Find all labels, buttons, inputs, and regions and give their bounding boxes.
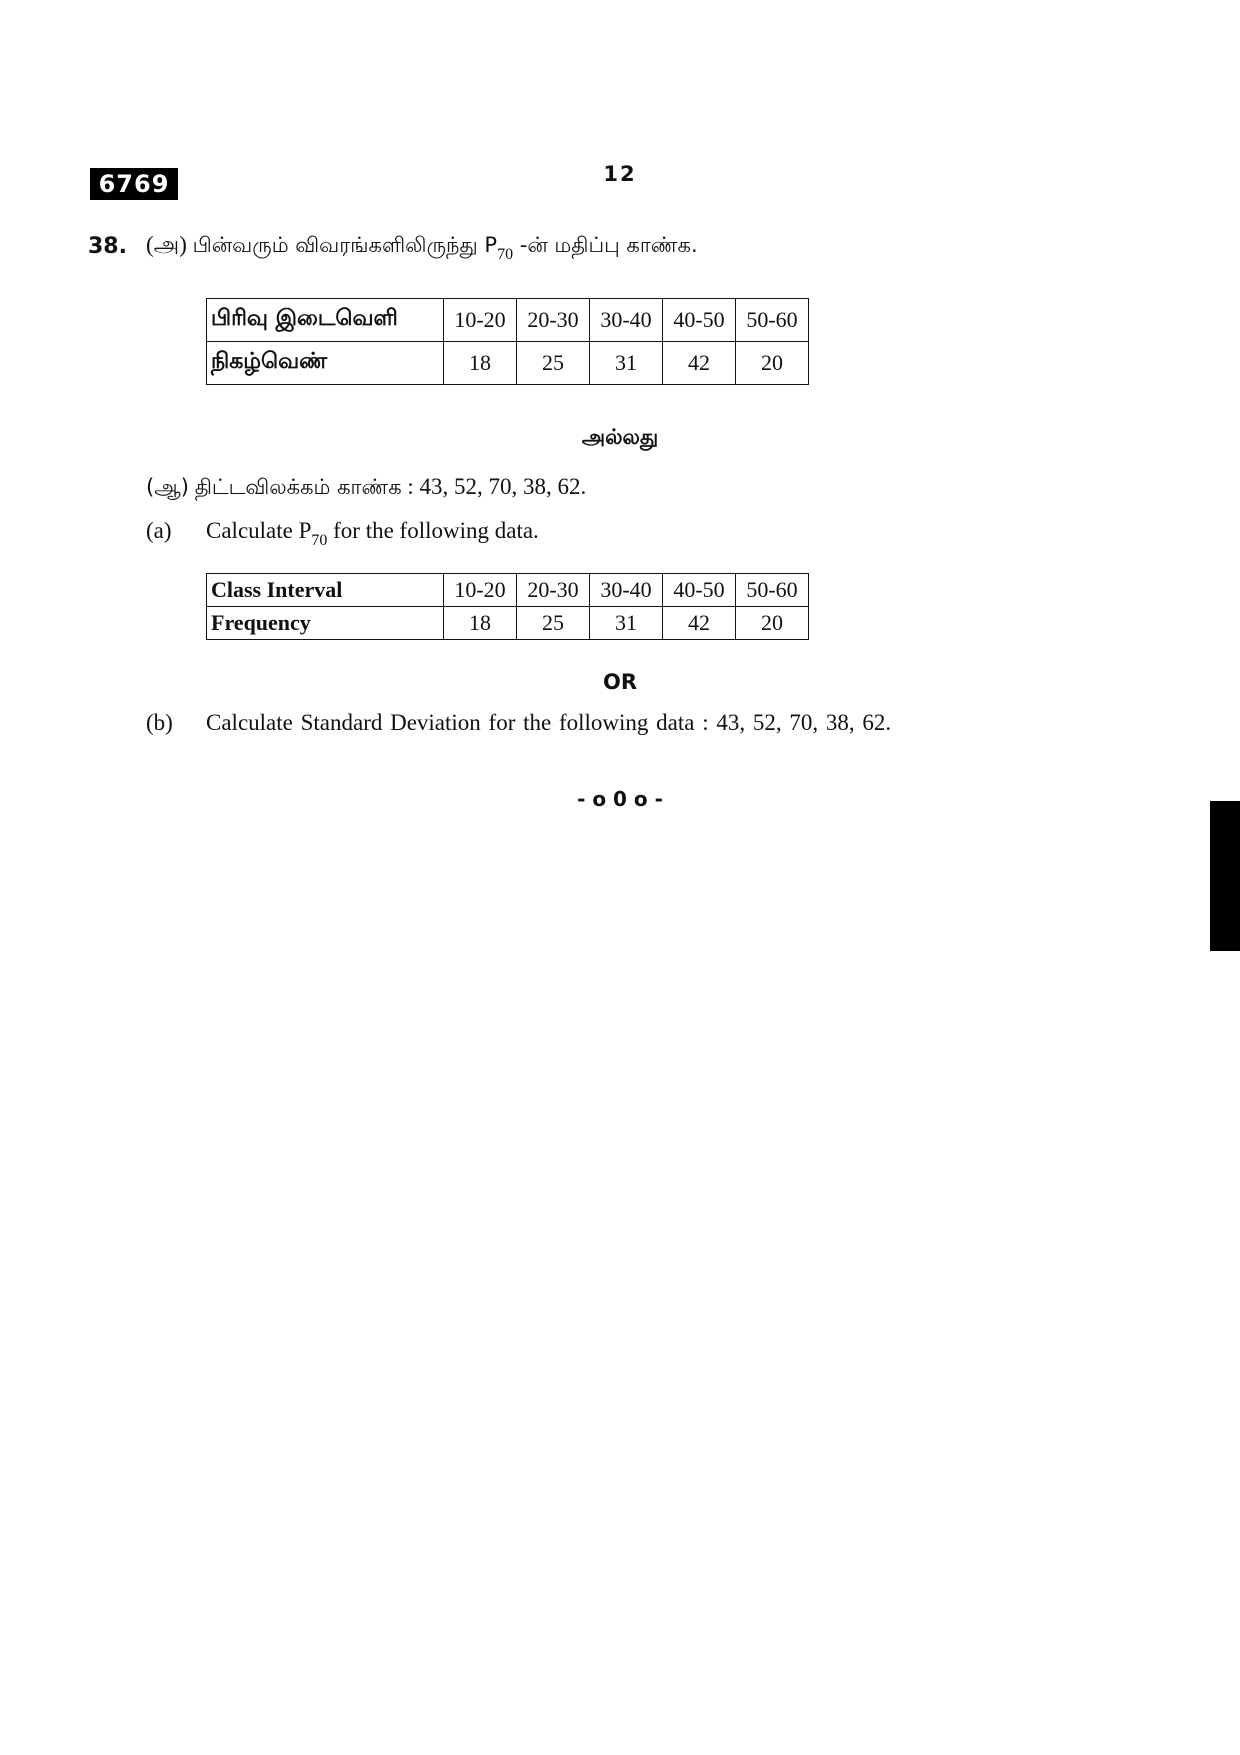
table-cell: 50-60 [736,299,809,342]
tamil-part-b-text: திட்டவிலக்கம் காண்க [194,475,402,499]
table-row [207,607,809,640]
english-part-b-text: Calculate Standard Deviation for the following data : 43, 52, 70, 38, 62. [206,710,892,735]
table-row-label: Class Interval [207,574,444,607]
english-part-a-text: Calculate P [206,518,312,543]
english-part-a-marker: (a) [146,518,172,543]
tamil-part-a-text-end: -ன் மதிப்பு காண்க. [513,233,698,257]
page-edge-tab [1210,801,1240,951]
tamil-part-a-marker: (அ) [146,232,187,257]
tamil-part-a-subscript: 70 [497,246,514,263]
english-part-a-subscript: 70 [311,532,328,549]
end-mark: - o 0 o - [577,787,663,811]
table-row [207,299,809,342]
english-part-b-marker: (b) [146,710,173,735]
table-cell: 30-40 [590,574,663,607]
table-cell: 20 [736,607,809,640]
table-row [207,342,809,385]
table-row-label: பிரிவு இடைவெளி [207,299,444,342]
page-number: 12 [603,162,637,186]
table-cell: 42 [663,607,736,640]
tamil-part-b [146,474,586,502]
tamil-part-b-data: : 43, 52, 70, 38, 62. [401,474,587,499]
table-cell: 31 [590,342,663,385]
table-cell: 20 [736,342,809,385]
table-cell: 10-20 [444,574,517,607]
table-cell: 50-60 [736,574,809,607]
english-frequency-table [206,573,809,640]
paper-code-badge: 6769 [90,168,178,200]
table-cell: 31 [590,607,663,640]
table-cell: 25 [517,342,590,385]
table-row [207,574,809,607]
english-or-divider: OR [602,670,638,694]
table-cell: 40-50 [663,574,736,607]
table-cell: 20-30 [517,299,590,342]
table-cell: 42 [663,342,736,385]
english-part-a [206,518,539,550]
tamil-part-b-marker: (ஆ) [146,475,189,499]
table-cell: 20-30 [517,574,590,607]
table-cell: 25 [517,607,590,640]
question-number: 38. [88,234,127,259]
tamil-frequency-table [206,298,809,385]
table-row-label: நிகழ்வெண் [207,342,444,385]
tamil-or-divider: அல்லது [581,425,659,449]
table-cell: 10-20 [444,299,517,342]
table-row-label: Frequency [207,607,444,640]
tamil-part-a-text: பின்வரும் விவரங்களிலிருந்து P [192,233,498,257]
table-cell: 18 [444,607,517,640]
english-part-a-text-end: for the following data. [327,518,539,543]
table-cell: 40-50 [663,299,736,342]
table-cell: 18 [444,342,517,385]
table-cell: 30-40 [590,299,663,342]
tamil-part-a [146,232,698,264]
